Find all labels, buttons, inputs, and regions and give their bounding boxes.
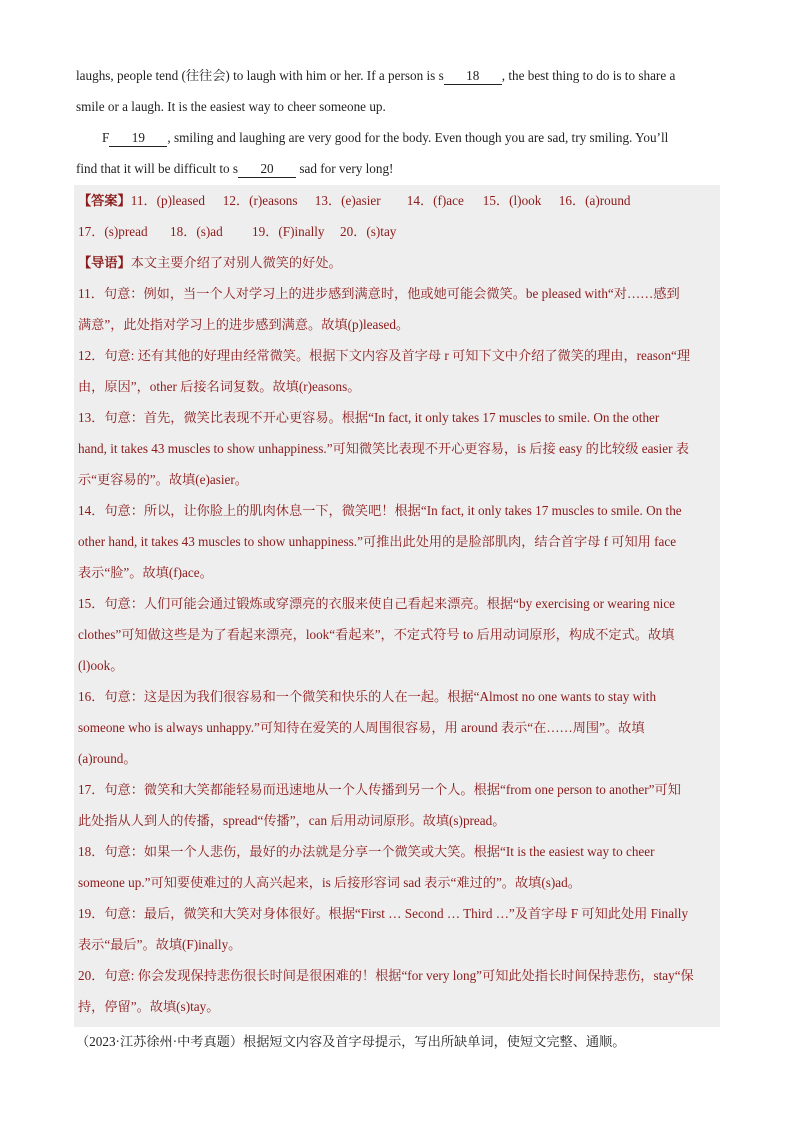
answer-item: 19．(F)inally (252, 224, 325, 239)
explanation-line: 16．句意：这是因为我们很容易和一个微笑和快乐的人在一起。根据“Almost no one wants to stay with (78, 689, 657, 704)
explanation-line: 15．句意：人们可能会通过锻炼或穿漂亮的衣服来使自己看起来漂亮。根据“by exercising or wearing nice (78, 596, 676, 611)
explanation-line: 由，原因”，other 后接名词复数。故填(r)easons。 (78, 379, 361, 394)
explanation-line: clothes”可知做这些是为了看起来漂亮，look“看起来”，不定式符号 to 后用动词原形，构成不定式。故填 (78, 627, 675, 642)
guide-line (78, 253, 718, 273)
passage-text: , smiling and laughing are very good for the body. Even though you are sad, try smiling. You’ll (167, 130, 669, 145)
passage-line: smile or a laugh. It is the easiest way to cheer someone up. (76, 99, 386, 114)
explanation-line: hand, it takes 43 muscles to show unhappiness.”可知微笑比表现不开心更容易，is 后接 easy 的比较级 easier 表 (78, 441, 689, 456)
answer-item: 12．(r)easons (222, 193, 298, 208)
passage-line (76, 60, 720, 91)
explanation-line: 满意”，此处指对学习上的进步感到满意。故填(p)leased。 (78, 317, 410, 332)
explanation-line: 18．句意：如果一个人悲伤，最好的办法就是分享一个微笑或大笑。根据“It is the easiest way to cheer (78, 844, 655, 859)
blank-19: 19 (109, 130, 167, 147)
explanation-line: 17．句意：微笑和大笑都能轻易而迅速地从一个人传播到另一个人。根据“from one person to another”可知 (78, 782, 681, 797)
explanation-line: 20．句意: 你会发现保持悲伤很长时间是很困难的！根据“for very long”可知此处指长时间保持悲伤，stay“保 (78, 968, 694, 983)
explanation-line: (l)ook。 (78, 658, 124, 673)
explanation-line: 11．句意：例如，当一个人对学习上的进步感到满意时，他或她可能会微笑。be pleased with“对……感到 (78, 286, 680, 301)
explanation-line: 持，停留”。故填(s)tay。 (78, 999, 220, 1014)
explanation-line: 12．句意: 还有其他的好理由经常微笑。根据下文内容及首字母 r 可知下文中介绍了微笑的理由，reason“理 (78, 348, 691, 363)
passage-line (76, 153, 720, 184)
next-question-source: （2023·江苏徐州·中考真题）根据短文内容及首字母提示，写出所缺单词，使短文完整、通顺。 (76, 1034, 626, 1049)
passage-text: laughs, people tend (往往会) to laugh with him or her. If a person is s (76, 68, 444, 83)
explanation-line: 表示“最后”。故填(F)inally。 (78, 937, 242, 952)
passage-text: find that it will be difficult to s (76, 161, 239, 176)
explanation-line: 此处指从人到人的传播，spread“传播”，can 后用动词原形。故填(s)pread。 (78, 813, 506, 828)
explanation-line: (a)round。 (78, 751, 137, 766)
blank-18: 18 (444, 68, 502, 85)
answer-item: 15．(l)ook (482, 193, 542, 208)
answer-line-2 (78, 222, 718, 242)
guide-label: 【导语】 (78, 255, 131, 270)
answer-item: 18．(s)ad (170, 224, 223, 239)
explanation-line: 13．句意：首先，微笑比表现不开心更容易。根据“In fact, it only takes 17 muscles to smile. On the other (78, 410, 660, 425)
passage-text: F (102, 130, 110, 145)
passage-line (76, 122, 720, 153)
answer-line-1 (78, 191, 718, 211)
cloze-passage (76, 60, 720, 184)
answer-item: 11．(p)leased (130, 193, 205, 208)
answer-item: 16．(a)round (558, 193, 631, 208)
explanation-line: someone who is always unhappy.”可知待在爱笑的人周围很容易，用 around 表示“在……周围”。故填 (78, 720, 645, 735)
guide-text: 本文主要介绍了对别人微笑的好处。 (130, 255, 342, 270)
answer-item: 20．(s)tay (340, 224, 397, 239)
answer-item: 14．(f)ace (406, 193, 464, 208)
passage-text: , the best thing to do is to share a (501, 68, 676, 83)
explanation-line: 示“更容易的”。故填(e)asier。 (78, 472, 248, 487)
answer-explanation-block (74, 185, 720, 1027)
answer-item: 17．(s)pread (78, 224, 148, 239)
explanation-line: someone up.”可知要使难过的人高兴起来，is 后接形容词 sad 表示“难过的”。故填(s)ad。 (78, 875, 581, 890)
explanation-line: other hand, it takes 43 muscles to show unhappiness.”可推出此处用的是脸部肌肉，结合首字母 f 可知用 face (78, 534, 677, 549)
explanation-line: 表示“脸”。故填(f)ace。 (78, 565, 213, 580)
explanation-line: 14．句意：所以，让你脸上的肌肉休息一下，微笑吧！根据“In fact, it only takes 17 muscles to smile. On the (78, 503, 682, 518)
explanation-line: 19．句意：最后，微笑和大笑对身体很好。根据“First … Second … Third …”及首字母 F 可知此处用 Finally (78, 906, 689, 921)
answer-item: 13．(e)asier (314, 193, 381, 208)
passage-text: sad for very long! (296, 161, 394, 176)
blank-20: 20 (238, 161, 296, 178)
answer-label: 【答案】 (78, 193, 131, 208)
